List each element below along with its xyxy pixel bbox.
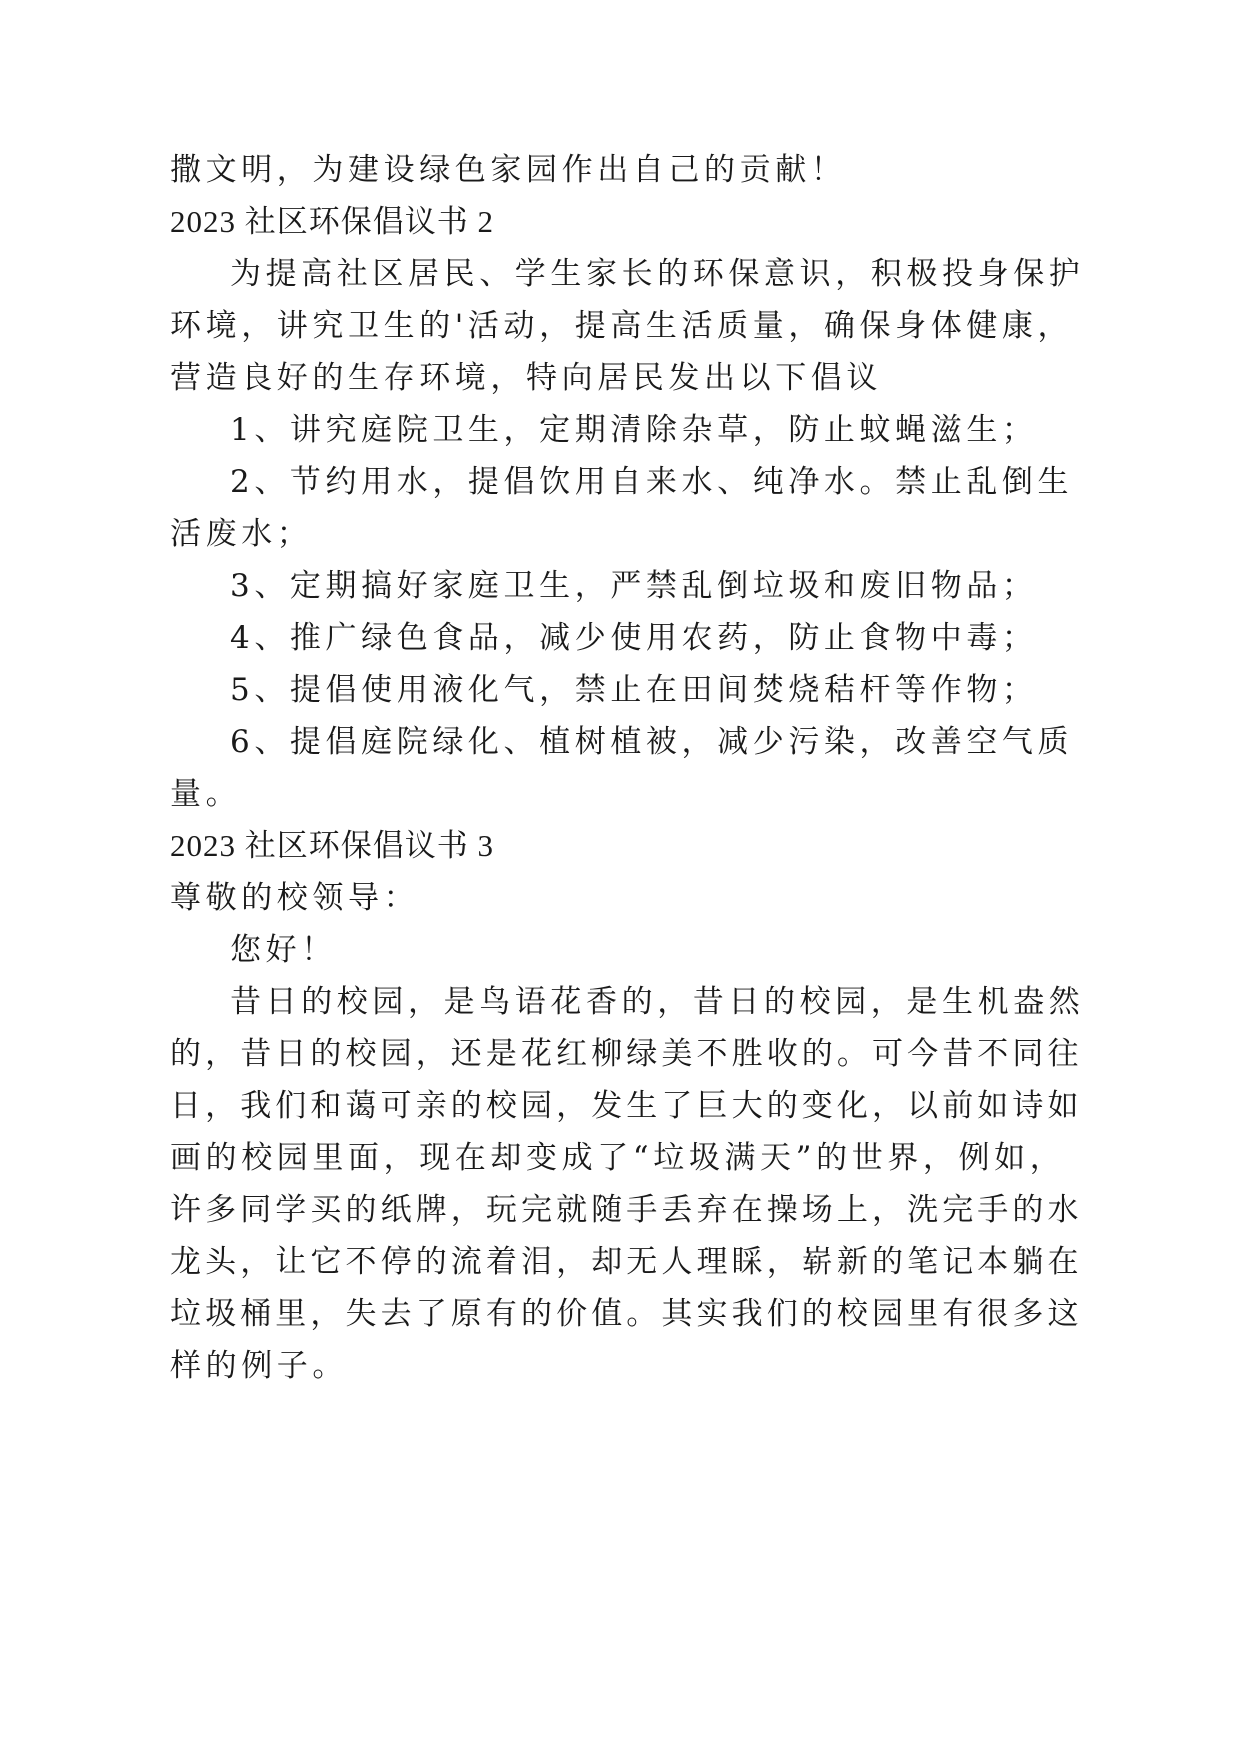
- list-item: 1、讲究庭院卫生，定期清除杂草，防止蚊蝇滋生；: [230, 412, 1038, 448]
- paragraph-line: 为提高社区居民、学生家长的环保意识，积极投身保护: [230, 256, 1085, 292]
- paragraph-line: 的，昔日的校园，还是花红柳绿美不胜收的。可今昔不同往: [170, 1036, 1083, 1072]
- paragraph-line: 昔日的校园，是鸟语花香的，昔日的校园，是生机盎然: [230, 984, 1085, 1020]
- list-item: 2、节约用水，提倡饮用自来水、纯净水。禁止乱倒生: [230, 464, 1074, 500]
- list-item: 4、推广绿色食品，减少使用农药，防止食物中毒；: [230, 620, 1038, 656]
- text-line: 撒文明，为建设绿色家园作出自己的贡献！: [170, 152, 847, 188]
- list-item-continuation: 活废水；: [170, 516, 313, 552]
- salutation: 尊敬的校领导：: [170, 880, 420, 916]
- list-item: 6、提倡庭院绿化、植树植被，减少污染，改善空气质: [230, 724, 1074, 760]
- paragraph-line: 日，我们和蔼可亲的校园，发生了巨大的变化，以前如诗如: [170, 1088, 1083, 1124]
- paragraph-line: 许多同学买的纸牌，玩完就随手丢弃在操场上，洗完手的水: [170, 1192, 1083, 1228]
- list-item: 5、提倡使用液化气，禁止在田间焚烧秸杆等作物；: [230, 672, 1038, 708]
- paragraph-line: 画的校园里面，现在却变成了“垃圾满天”的世界，例如，: [170, 1140, 1066, 1176]
- paragraph-line: 环境，讲究卫生的'活动，提高生活质量，确保身体健康，: [170, 308, 1074, 344]
- section-heading: 2023 社区环保倡议书 3: [170, 828, 494, 863]
- paragraph-line: 样的例子。: [170, 1348, 348, 1384]
- paragraph-line: 龙头，让它不停的流着泪，却无人理睬，崭新的笔记本躺在: [170, 1244, 1083, 1280]
- section-heading: 2023 社区环保倡议书 2: [170, 204, 494, 239]
- paragraph-line: 营造良好的生存环境，特向居民发出以下倡议: [170, 360, 882, 396]
- list-item-continuation: 量。: [170, 776, 242, 812]
- greeting: 您好！: [230, 932, 337, 968]
- list-item: 3、定期搞好家庭卫生，严禁乱倒垃圾和废旧物品；: [230, 568, 1038, 604]
- paragraph-line: 垃圾桶里，失去了原有的价值。其实我们的校园里有很多这: [170, 1296, 1083, 1332]
